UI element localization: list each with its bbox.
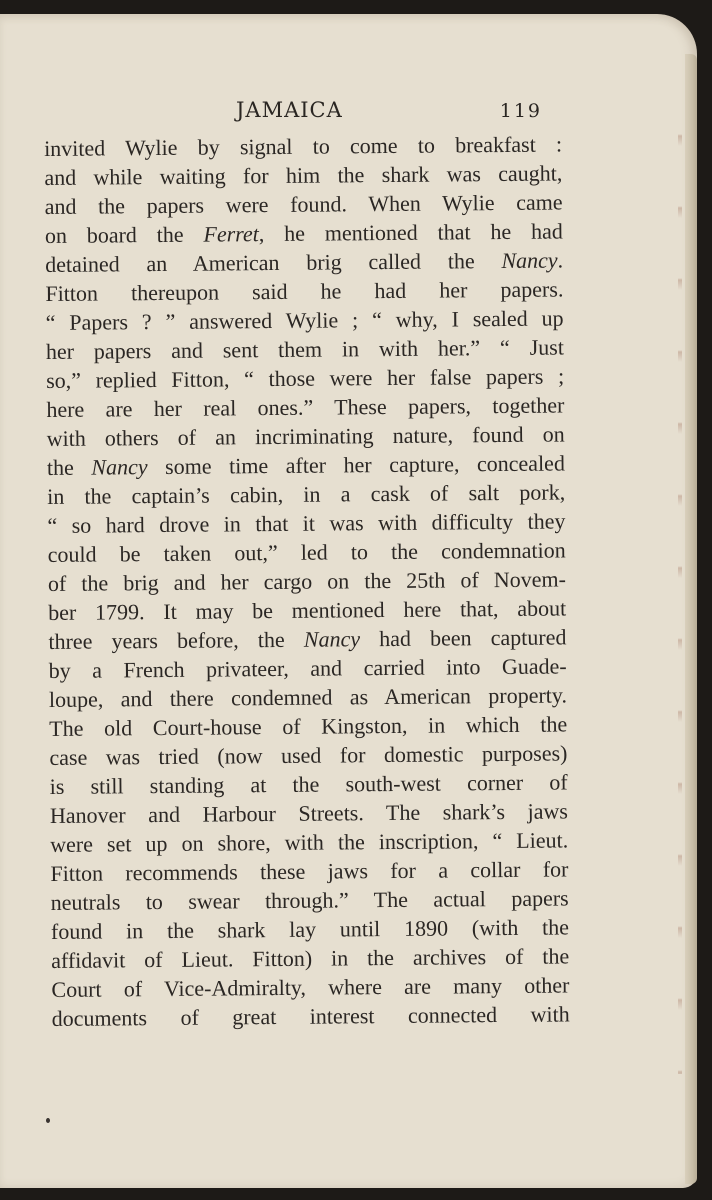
- body-line: Fitton recommends these jaws for a collar for: [50, 856, 569, 886]
- body-line: ber 1799. It may be mentioned here that, about: [48, 595, 567, 625]
- body-line: “ Papers ? ” answered Wylie ; “ why, I sealed up: [45, 305, 564, 335]
- body-line: neutrals to swear through.” The actual papers: [50, 885, 569, 915]
- page-edge: [685, 54, 697, 1184]
- body-line: so,” replied Fitton, “ those were her false papers ;: [46, 363, 565, 393]
- body-text: [44, 129, 570, 1032]
- body-line: three years before, the Nancy had been captured: [48, 624, 567, 654]
- body-line: Court of Vice-Admiralty, where are many other: [51, 972, 570, 1002]
- body-line: the Nancy some time after her capture, concealed: [46, 450, 565, 480]
- body-line: on board the Ferret, he mentioned that he had: [44, 218, 563, 248]
- body-line: The old Court-house of Kingston, in which the: [49, 711, 568, 741]
- body-line: by a French privateer, and carried into Guade-: [48, 653, 567, 683]
- page-number: 119: [499, 100, 542, 122]
- body-line: Hanover and Harbour Streets. The shark’s jaws: [49, 798, 569, 828]
- body-line: her papers and sent them in with her.” “ Just: [45, 334, 564, 364]
- body-line: is still standing at the south-west corner of: [49, 769, 568, 799]
- body-line: and the papers were found. When Wylie came: [44, 189, 563, 219]
- body-line: documents of great interest connected with: [51, 1001, 570, 1031]
- book-page: [0, 14, 697, 1188]
- page-edge-marks: [678, 74, 682, 1074]
- body-line: could be taken out,” led to the condemnation: [47, 537, 566, 567]
- body-line: Fitton thereupon said he had her papers.: [45, 276, 564, 306]
- body-line: were set up on shore, with the inscription, “ Lieut.: [50, 827, 569, 857]
- body-line: found in the shark lay until 1890 (with the: [50, 914, 570, 944]
- body-line: affidavit of Lieut. Fitton) in the archives of the: [51, 943, 570, 973]
- body-line: with others of an incriminating nature, found on: [46, 421, 565, 451]
- body-line: “ so hard drove in that it was with difficulty they: [47, 508, 566, 538]
- body-line: invited Wylie by signal to come to breakfast :: [44, 131, 563, 161]
- ink-speck: [46, 1118, 50, 1123]
- body-line: here are her real ones.” These papers, together: [46, 392, 565, 422]
- body-line: loupe, and there condemned as American property.: [48, 682, 568, 712]
- body-line: case was tried (now used for domestic purposes): [49, 740, 568, 770]
- body-line: detained an American brig called the Nancy.: [45, 247, 564, 277]
- running-head: JAMAICA: [236, 98, 343, 122]
- body-line: in the captain’s cabin, in a cask of salt pork,: [47, 479, 566, 509]
- page-header: [44, 84, 556, 124]
- body-line: and while waiting for him the shark was caught,: [44, 160, 563, 190]
- body-line: of the brig and her cargo on the 25th of Novem-: [47, 566, 567, 596]
